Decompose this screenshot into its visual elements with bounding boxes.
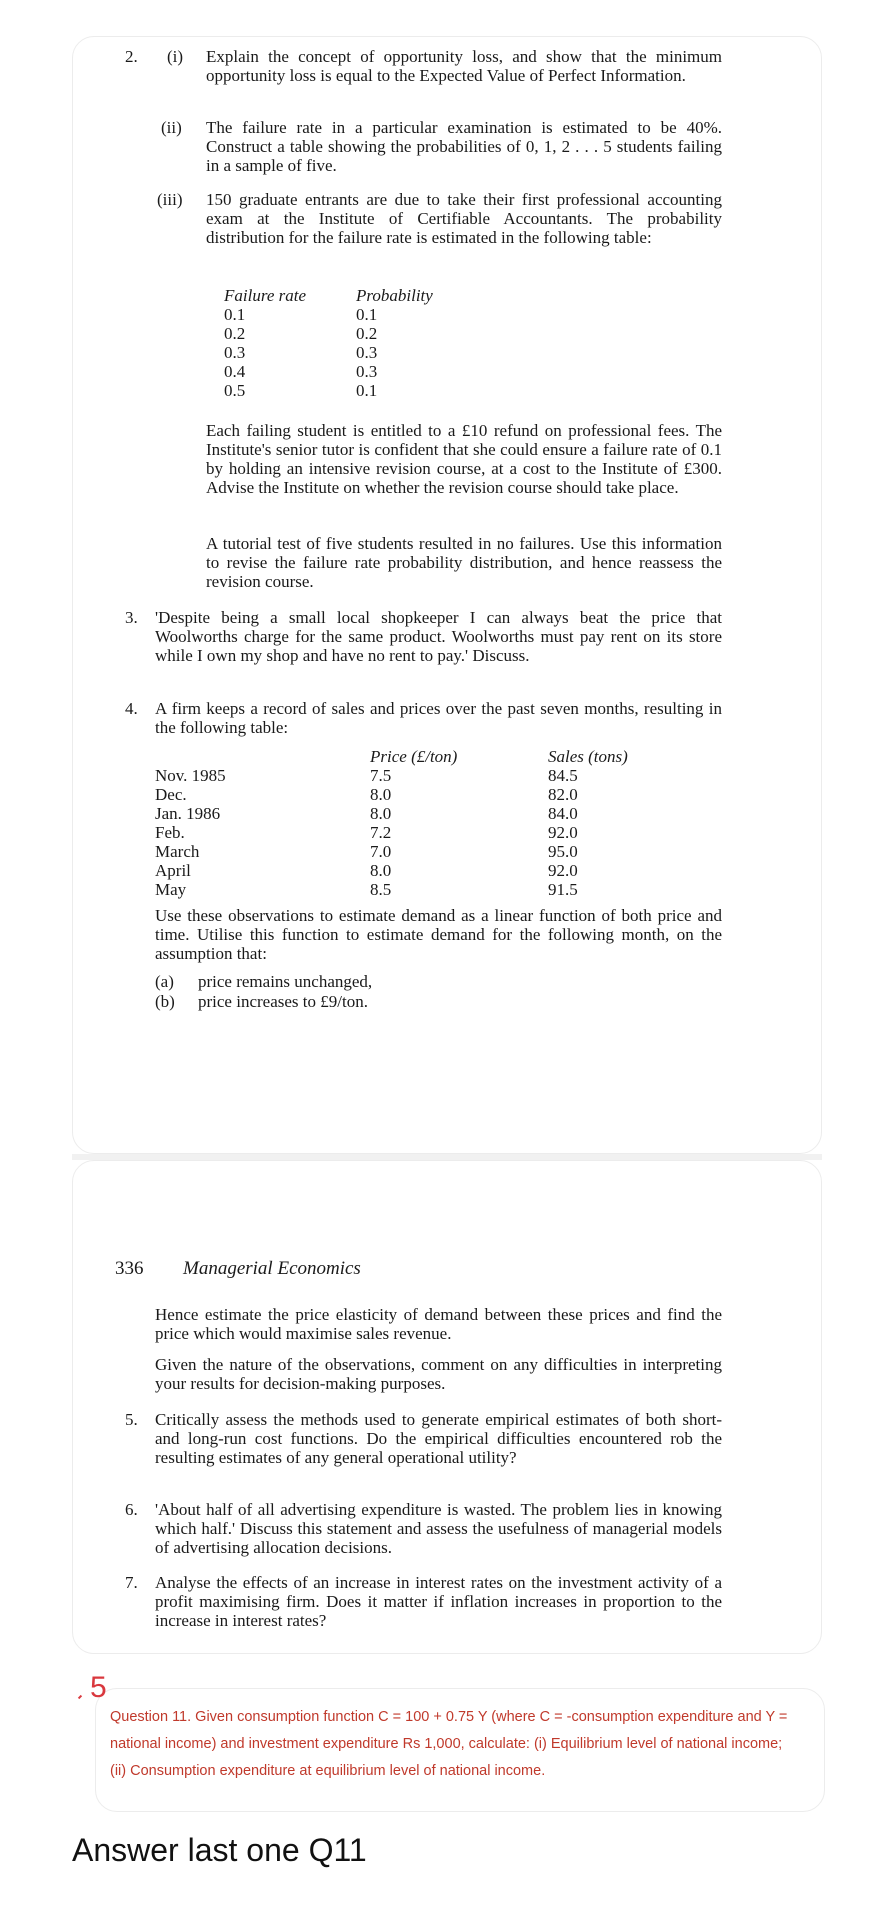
probability-cell: 0.3: [356, 343, 378, 362]
failure-rate-cell: 0.5: [224, 381, 246, 400]
q4-continuation-1: Hence estimate the price elasticity of demand between these prices and find the price which would maximise sales revenue.: [155, 1305, 722, 1343]
price-cell: 7.0: [370, 842, 392, 861]
month-cell: May: [155, 880, 187, 899]
q6-number: 6.: [125, 1500, 138, 1519]
month-cell: Dec.: [155, 785, 187, 804]
probability-cell: 0.3: [356, 362, 378, 381]
sales-cell: 92.0: [548, 861, 578, 880]
q2-paragraph-tutorial: A tutorial test of five students resulted in no failures. Use this information to revise the failure rate probability distribution, and hence reassess the revision course.: [206, 534, 722, 591]
price-header: Price (£/ton): [370, 747, 458, 766]
q4-number: 4.: [125, 699, 138, 718]
q2-ii-text: The failure rate in a particular examination is estimated to be 40%. Construct a table showing the probabilities of 0, 1, 2 . . . 5 students failing in a sample of five.: [206, 118, 722, 175]
failure-rate-cell: 0.3: [224, 343, 246, 362]
sales-cell: 92.0: [548, 823, 578, 842]
sales-cell: 82.0: [548, 785, 578, 804]
q2-i-text: Explain the concept of opportunity loss, and show that the minimum opportunity loss is equal to the Expected Value of Perfect Information.: [206, 47, 722, 85]
price-cell: 7.2: [370, 823, 392, 842]
failure-rate-cell: 0.4: [224, 362, 246, 381]
sales-header: Sales (tons): [548, 747, 628, 766]
sales-cell: 95.0: [548, 842, 578, 861]
q2-number: 2.: [125, 47, 138, 66]
page-number: 336: [115, 1258, 144, 1279]
probability-cell: 0.2: [356, 324, 378, 343]
price-cell: 8.0: [370, 785, 392, 804]
price-cell: 8.5: [370, 880, 392, 899]
q3-text: 'Despite being a small local shopkeeper I can always beat the price that Woolworths charge for the same product. Woolworths must pay rent on its store while I own my shop and have no rent to pay.' Discuss.: [155, 608, 722, 665]
question-11-text: Question 11. Given consumption function C = 100 + 0.75 Y (where C = -consumption expenditure and Y = national income) and investment expenditure Rs 1,000, calculate: (i) Equilibrium level of national income; (ii) Consumption expenditure at equilibrium level of national income.: [110, 1709, 788, 1779]
month-cell: Feb.: [155, 823, 185, 842]
running-title: Managerial Economics: [183, 1258, 361, 1279]
price-cell: 8.0: [370, 804, 392, 823]
q2-iii-label: (iii): [157, 190, 183, 209]
failure-rate-cell: 0.1: [224, 305, 246, 324]
month-cell: Jan. 1986: [155, 804, 221, 823]
q4-b-text: price increases to £9/ton.: [198, 992, 368, 1011]
sales-cell: 84.5: [548, 766, 578, 785]
red-marker: 5: [90, 1671, 107, 1704]
price-cell: 7.5: [370, 766, 392, 785]
q6-text: 'About half of all advertising expenditure is wasted. The problem lies in knowing which half.' Discuss this statement and assess the usefulness of managerial models of advertising allocation decisions.: [155, 1500, 722, 1557]
q2-i-label: (i): [167, 47, 184, 66]
q4-b-label: (b): [155, 992, 175, 1011]
q7-number: 7.: [125, 1573, 138, 1592]
sales-cell: 84.0: [548, 804, 578, 823]
failure-rate-header: Failure rate: [224, 286, 306, 305]
sales-cell: 91.5: [548, 880, 578, 899]
q7-text: Analyse the effects of an increase in interest rates on the investment activity of a profit maximising firm. Does it matter if inflation increases in proportion to the increase in interest rates?: [155, 1573, 722, 1630]
q2-ii-label: (ii): [161, 118, 182, 137]
month-cell: Nov. 1985: [155, 766, 226, 785]
q3-number: 3.: [125, 608, 138, 627]
probability-header: Probability: [356, 286, 433, 305]
q4-text: A firm keeps a record of sales and prices over the past seven months, resulting in the following table:: [155, 699, 722, 737]
q4-after-text: Use these observations to estimate demand as a linear function of both price and time. Utilise this function to estimate demand for the following month, on the assumption that:: [155, 906, 722, 963]
q2-iii-text: 150 graduate entrants are due to take their first professional accounting exam at the Institute of Certifiable Accountants. The probability distribution for the failure rate is estimated in the following table:: [206, 190, 722, 247]
user-request: Answer last one Q11: [72, 1832, 367, 1868]
q4-a-text: price remains unchanged,: [198, 972, 373, 991]
q5-number: 5.: [125, 1410, 138, 1429]
q2-paragraph-refund: Each failing student is entitled to a £10 refund on professional fees. The Institute's senior tutor is confident that she could ensure a failure rate of 0.1 by holding an intensive revision course, at a cost to the Institute of £300. Advise the Institute on whether the revision course should take place.: [206, 421, 722, 497]
price-cell: 8.0: [370, 861, 392, 880]
month-cell: April: [155, 861, 191, 880]
probability-cell: 0.1: [356, 381, 378, 400]
month-cell: March: [155, 842, 200, 861]
q4-continuation-2: Given the nature of the observations, comment on any difficulties in interpreting your results for decision-making purposes.: [155, 1355, 722, 1393]
failure-rate-cell: 0.2: [224, 324, 246, 343]
q4-a-label: (a): [155, 972, 174, 991]
q5-text: Critically assess the methods used to generate empirical estimates of both short- and long-run cost functions. Do the empirical difficulties encountered rob the resulting estimates of any general operational utility?: [155, 1410, 722, 1467]
red-tick-mark: [78, 1695, 82, 1699]
probability-cell: 0.1: [356, 305, 378, 324]
